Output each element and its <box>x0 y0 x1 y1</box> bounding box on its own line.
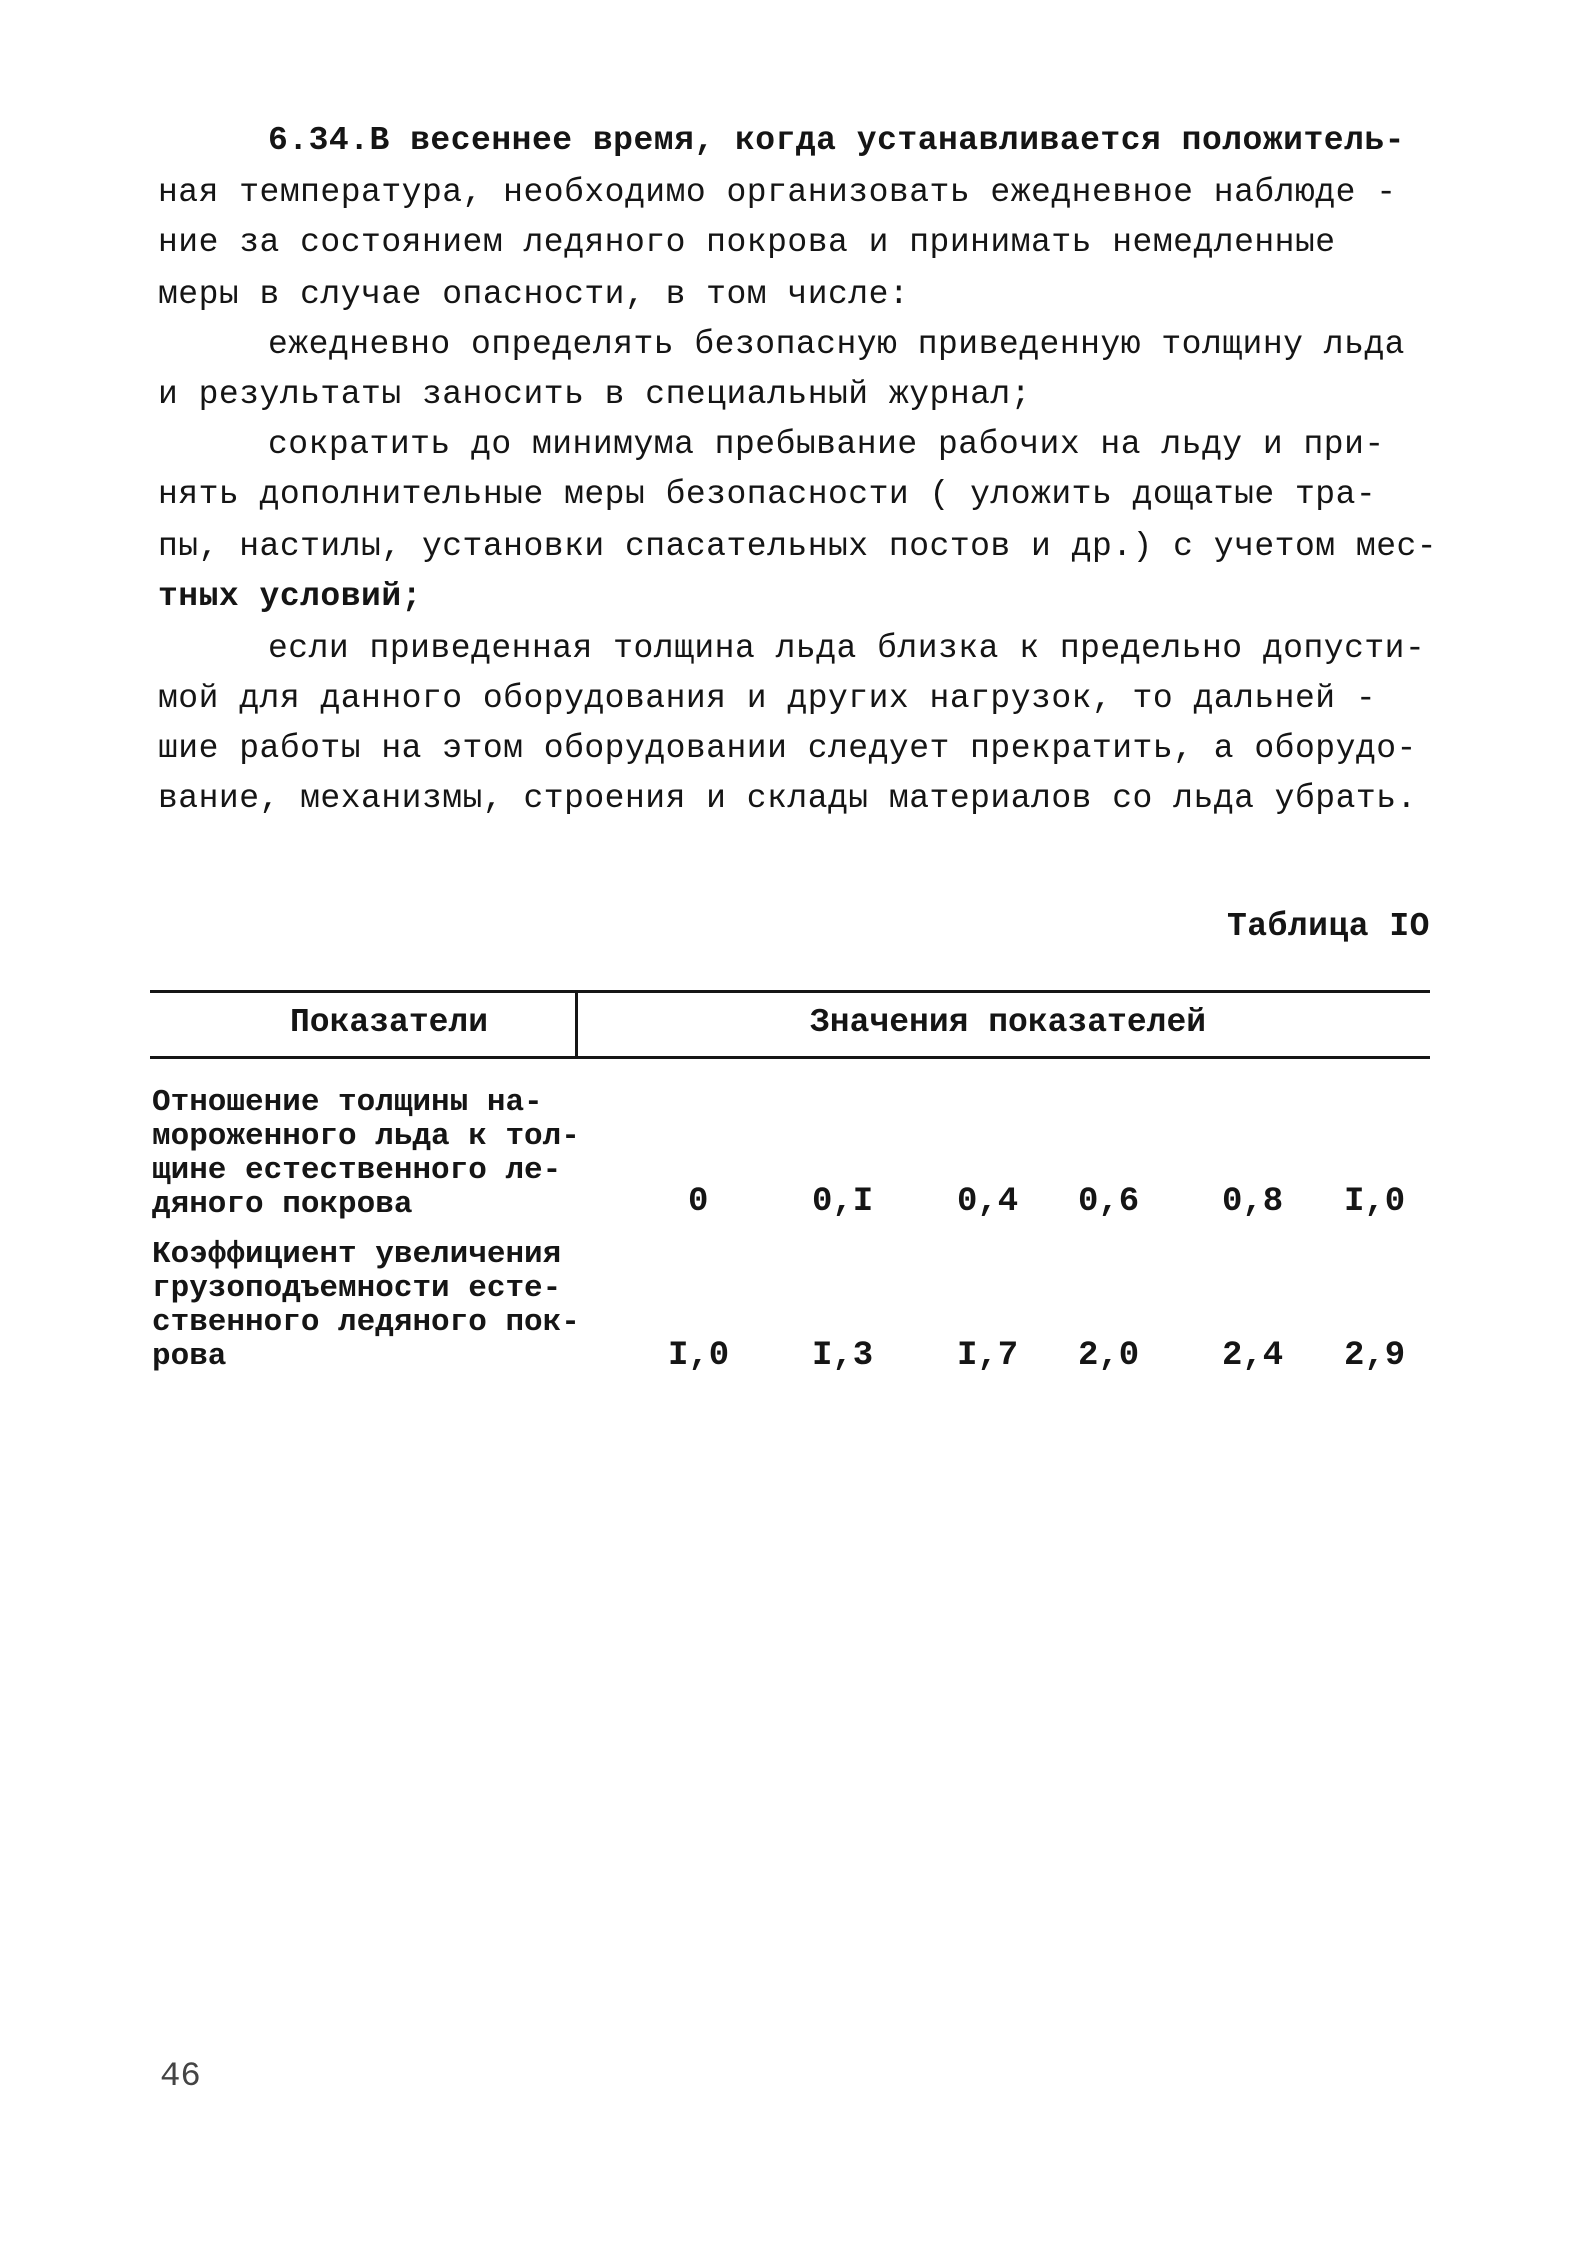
paragraph-line-12: мой для данного оборудования и других нагрузок, то дальней - <box>158 680 1377 717</box>
row-1-value: 0,4 <box>957 1183 1019 1221</box>
table-caption: Таблица IO <box>1226 908 1430 945</box>
row-2-label-line: грузоподъемности есте- <box>152 1271 562 1306</box>
paragraph-line-13: шие работы на этом оборудовании следует прекратить, а оборудо- <box>158 730 1417 767</box>
row-2-value: I,0 <box>668 1337 730 1375</box>
row-1-value: 0 <box>688 1183 709 1221</box>
row-2-value: I,3 <box>812 1337 874 1375</box>
row-1-label <box>152 1086 622 1222</box>
row-2-value: 2,9 <box>1344 1337 1406 1375</box>
paragraph-line-5: ежедневно определять безопасную приведенную толщину льда <box>268 326 1405 363</box>
paragraph-line-7: сократить до минимума пребывание рабочих на льду и при- <box>268 426 1385 463</box>
row-1-value: 0,8 <box>1222 1183 1284 1221</box>
row-2-value: I,7 <box>957 1337 1019 1375</box>
row-2-label-line: Коэффициент увеличения <box>152 1237 562 1272</box>
paragraph-line-4: меры в случае опасности, в том числе: <box>158 276 910 313</box>
table-header-rule <box>150 1056 1430 1059</box>
paragraph-line-3: ние за состоянием ледяного покрова и принимать немедленные <box>158 224 1336 261</box>
row-2-label <box>152 1238 622 1374</box>
row-1-value: I,0 <box>1344 1183 1406 1221</box>
paragraph-line-8: нять дополнительные меры безопасности ( уложить дощатые тра- <box>158 476 1377 513</box>
row-2-value: 2,0 <box>1078 1337 1140 1375</box>
paragraph-line-11: если приведенная толщина льда близка к предельно допусти- <box>268 630 1426 667</box>
header-values: Значения показателей <box>810 1004 1207 1041</box>
paragraph-line-10: тных условий; <box>158 578 422 615</box>
row-2-label-line: рова <box>152 1339 227 1374</box>
row-1-label-line: мороженного льда к тол- <box>152 1119 580 1154</box>
paragraph-line-1: 6.34.В весеннее время, когда устанавливается положитель- <box>268 122 1405 159</box>
row-1-label-line: дяного покрова <box>152 1187 413 1222</box>
paragraph-line-6: и результаты заносить в специальный журнал; <box>158 376 1032 413</box>
row-1-value: 0,6 <box>1078 1183 1140 1221</box>
row-1-label-line: Отношение толщины на- <box>152 1085 543 1120</box>
row-1-value: 0,I <box>812 1183 874 1221</box>
row-1-label-line: щине естественного ле- <box>152 1153 562 1188</box>
header-column-separator <box>575 990 578 1056</box>
paragraph-line-9: пы, настилы, установки спасательных постов и др.) с учетом мес- <box>158 528 1438 565</box>
paragraph-line-2: ная температура, необходимо организовать ежедневное наблюде - <box>158 174 1397 211</box>
paragraph-line-14: вание, механизмы, строения и склады материалов со льда убрать. <box>158 780 1417 817</box>
table-top-rule <box>150 990 1430 993</box>
header-indicators: Показатели <box>290 1004 489 1041</box>
row-2-label-line: ственного ледяного пок- <box>152 1305 580 1340</box>
page-number: 46 <box>160 2058 201 2096</box>
row-2-value: 2,4 <box>1222 1337 1284 1375</box>
